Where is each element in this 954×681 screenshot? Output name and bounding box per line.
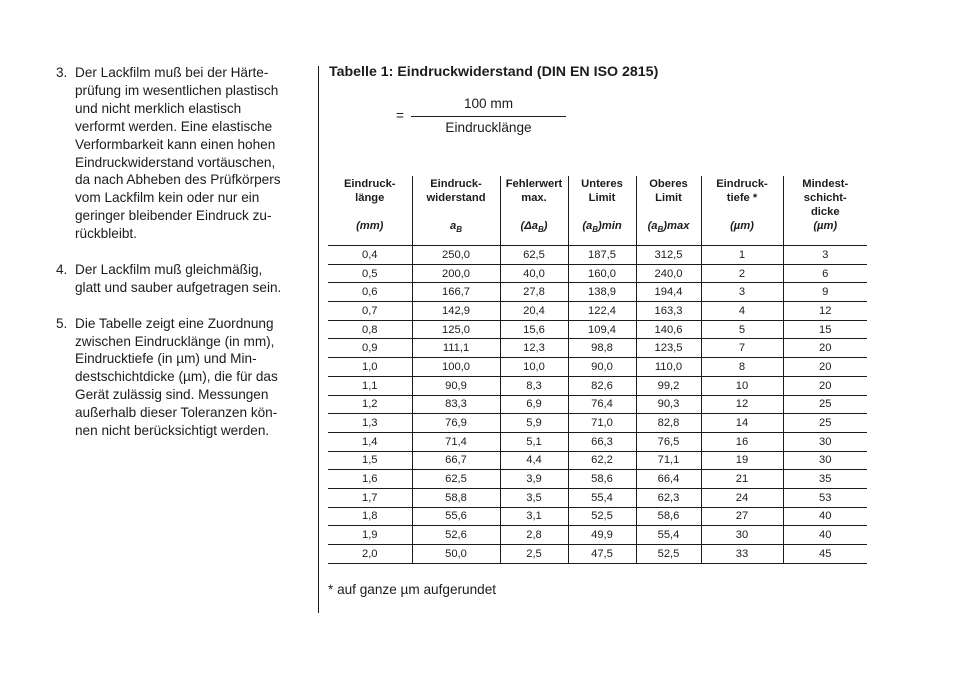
table-cell: 20 bbox=[783, 358, 867, 377]
table-row bbox=[328, 320, 867, 339]
table-cell: 30 bbox=[783, 451, 867, 470]
table-cell: 8 bbox=[701, 358, 783, 377]
table-cell: 25 bbox=[783, 395, 867, 414]
table-cell: 5,1 bbox=[500, 432, 568, 451]
table-cell: 0,5 bbox=[328, 264, 412, 283]
unit-subscript: B bbox=[592, 225, 599, 235]
table-cell: 140,6 bbox=[636, 320, 701, 339]
unit-post: ) bbox=[543, 220, 548, 232]
text-line: zwischen Eindrucklänge (in mm), bbox=[75, 333, 275, 349]
table-cell: 12,3 bbox=[500, 339, 568, 358]
text-line: verformt werden. Eine elastische bbox=[75, 118, 273, 134]
table-cell: 66,3 bbox=[568, 432, 636, 451]
text-line: geringer bleibender Eindruck zu- bbox=[75, 208, 272, 224]
table-cell: 2,5 bbox=[500, 545, 568, 564]
table-cell: 58,8 bbox=[412, 488, 500, 507]
formula-numerator: 100 mm bbox=[463, 96, 514, 111]
text-line: und nicht merklich elastisch bbox=[75, 100, 242, 116]
table-cell: 2,0 bbox=[328, 545, 412, 564]
table-cell: 58,6 bbox=[568, 470, 636, 489]
header-line: Mindest- bbox=[802, 178, 849, 190]
header-unit bbox=[503, 219, 566, 237]
table-cell: 71,0 bbox=[568, 414, 636, 433]
table-cell: 27 bbox=[701, 507, 783, 526]
table-cell: 90,3 bbox=[636, 395, 701, 414]
header-line: Fehlerwert bbox=[505, 178, 563, 190]
text-line: Verformbarkeit kann einen hohen bbox=[75, 136, 276, 152]
column-header bbox=[636, 176, 701, 246]
table-cell: 55,4 bbox=[568, 488, 636, 507]
column-header bbox=[328, 176, 412, 246]
table-cell: 1,0 bbox=[328, 358, 412, 377]
table-cell: 15,6 bbox=[500, 320, 568, 339]
table-row bbox=[328, 246, 867, 265]
table-cell: 6,9 bbox=[500, 395, 568, 414]
table-cell: 3 bbox=[783, 246, 867, 265]
table-title: Tabelle 1: Eindruckwiderstand (DIN EN ISO 2815) bbox=[329, 64, 659, 80]
text-line: Der Lackfilm muß gleichmäßig, bbox=[75, 261, 263, 277]
header-line: schicht- bbox=[803, 192, 847, 204]
table-cell: 1,9 bbox=[328, 526, 412, 545]
table-cell: 200,0 bbox=[412, 264, 500, 283]
table-cell: 12 bbox=[783, 302, 867, 321]
table-cell: 1 bbox=[701, 246, 783, 265]
header-line: max. bbox=[521, 192, 547, 204]
unit-pre: (a bbox=[647, 220, 658, 232]
header-line: widerstand bbox=[426, 192, 486, 204]
header-unit bbox=[415, 219, 498, 237]
table-cell: 20 bbox=[783, 339, 867, 358]
column-header bbox=[783, 176, 867, 246]
table-cell: 111,1 bbox=[412, 339, 500, 358]
table-row bbox=[328, 264, 867, 283]
table-cell: 24 bbox=[701, 488, 783, 507]
item-text bbox=[75, 261, 308, 297]
table-cell: 20,4 bbox=[500, 302, 568, 321]
table-cell: 122,4 bbox=[568, 302, 636, 321]
header-line: Oberes bbox=[649, 178, 688, 190]
text-line: außerhalb dieser Toleranzen kön- bbox=[75, 405, 278, 421]
column-divider bbox=[318, 66, 319, 613]
table-row bbox=[328, 470, 867, 489]
table-row bbox=[328, 414, 867, 433]
footnote: * auf ganze µm aufgerundet bbox=[328, 582, 497, 597]
table-cell: 62,5 bbox=[500, 246, 568, 265]
table-cell: 10,0 bbox=[500, 358, 568, 377]
table-cell: 0,6 bbox=[328, 283, 412, 302]
table-cell: 6 bbox=[783, 264, 867, 283]
table-cell: 1,7 bbox=[328, 488, 412, 507]
indentation-table bbox=[328, 176, 867, 564]
column-header bbox=[500, 176, 568, 246]
table-row bbox=[328, 339, 867, 358]
column-header bbox=[412, 176, 500, 246]
table-cell: 166,7 bbox=[412, 283, 500, 302]
list-item bbox=[56, 315, 308, 440]
table-cell: 76,9 bbox=[412, 414, 500, 433]
column-header bbox=[568, 176, 636, 246]
instruction-list bbox=[56, 64, 308, 458]
table-cell: 5 bbox=[701, 320, 783, 339]
item-number: 5. bbox=[56, 315, 68, 331]
unit-subscript: B bbox=[657, 225, 664, 235]
table-row bbox=[328, 488, 867, 507]
header-line: länge bbox=[355, 192, 385, 204]
table-cell: 3 bbox=[701, 283, 783, 302]
table-row bbox=[328, 545, 867, 564]
table-cell: 83,3 bbox=[412, 395, 500, 414]
table-cell: 62,5 bbox=[412, 470, 500, 489]
table-cell: 250,0 bbox=[412, 246, 500, 265]
table-cell: 14 bbox=[701, 414, 783, 433]
table-cell: 82,6 bbox=[568, 376, 636, 395]
text-line: Gerät zulässig sind. Messungen bbox=[75, 387, 269, 403]
table-cell: 110,0 bbox=[636, 358, 701, 377]
table-row bbox=[328, 507, 867, 526]
text-line: vom Lackfilm kein oder nur ein bbox=[75, 190, 260, 206]
table-cell: 100,0 bbox=[412, 358, 500, 377]
list-item bbox=[56, 64, 308, 243]
table-cell: 19 bbox=[701, 451, 783, 470]
header-line: tiefe * bbox=[726, 192, 758, 204]
text-line: Der Lackfilm muß bei der Härte- bbox=[75, 65, 269, 80]
table-cell: 82,8 bbox=[636, 414, 701, 433]
header-line: Limit bbox=[588, 192, 616, 204]
table-cell: 160,0 bbox=[568, 264, 636, 283]
text-line: rückbleibt. bbox=[75, 226, 137, 242]
item-text bbox=[75, 64, 308, 243]
table-row bbox=[328, 395, 867, 414]
table-cell: 4 bbox=[701, 302, 783, 321]
table-cell: 240,0 bbox=[636, 264, 701, 283]
table-cell: 1,1 bbox=[328, 376, 412, 395]
text-line: destschichtdicke (µm), die für das bbox=[75, 369, 278, 385]
fraction-bar bbox=[411, 116, 566, 117]
table-cell: 0,9 bbox=[328, 339, 412, 358]
table-cell: 62,3 bbox=[636, 488, 701, 507]
header-line: dicke bbox=[810, 206, 840, 218]
formula-equals: = bbox=[396, 108, 404, 123]
table-body bbox=[328, 246, 867, 564]
unit-pre: (Δa bbox=[520, 220, 538, 232]
table-cell: 98,8 bbox=[568, 339, 636, 358]
item-number: 4. bbox=[56, 261, 68, 277]
table-row bbox=[328, 283, 867, 302]
table-cell: 40,0 bbox=[500, 264, 568, 283]
table-cell: 71,4 bbox=[412, 432, 500, 451]
header-row bbox=[328, 176, 867, 246]
table-cell: 55,6 bbox=[412, 507, 500, 526]
table-cell: 1,6 bbox=[328, 470, 412, 489]
item-number: 3. bbox=[56, 65, 68, 80]
table-cell: 3,9 bbox=[500, 470, 568, 489]
table-cell: 1,5 bbox=[328, 451, 412, 470]
table-cell: 90,9 bbox=[412, 376, 500, 395]
table-cell: 66,7 bbox=[412, 451, 500, 470]
table-cell: 47,5 bbox=[568, 545, 636, 564]
table-cell: 30 bbox=[783, 432, 867, 451]
table-cell: 15 bbox=[783, 320, 867, 339]
table-cell: 2 bbox=[701, 264, 783, 283]
text-line: da nach Abheben des Prüfkörpers bbox=[75, 172, 281, 188]
table-cell: 125,0 bbox=[412, 320, 500, 339]
table-cell: 2,8 bbox=[500, 526, 568, 545]
table-cell: 123,5 bbox=[636, 339, 701, 358]
table-cell: 187,5 bbox=[568, 246, 636, 265]
table-cell: 90,0 bbox=[568, 358, 636, 377]
table-row bbox=[328, 526, 867, 545]
header-unit bbox=[571, 219, 634, 237]
table-cell: 10 bbox=[701, 376, 783, 395]
unit-subscript: B bbox=[456, 225, 462, 235]
table-cell: 52,5 bbox=[636, 545, 701, 564]
unit-post: )max bbox=[663, 220, 690, 232]
table-cell: 138,9 bbox=[568, 283, 636, 302]
unit-subscript: B bbox=[537, 225, 544, 235]
table-cell: 52,5 bbox=[568, 507, 636, 526]
table-cell: 1,3 bbox=[328, 414, 412, 433]
table-cell: 7 bbox=[701, 339, 783, 358]
table-cell: 312,5 bbox=[636, 246, 701, 265]
table-cell: 109,4 bbox=[568, 320, 636, 339]
header-unit: (µm) bbox=[813, 220, 838, 232]
header-line: Unteres bbox=[581, 178, 623, 190]
text-line: Eindruckwiderstand vortäuschen, bbox=[75, 154, 276, 170]
table-cell: 40 bbox=[783, 507, 867, 526]
header-line: Eindruck- bbox=[716, 178, 768, 190]
text-line: nen nicht berücksichtigt werden. bbox=[75, 423, 270, 439]
table-cell: 0,7 bbox=[328, 302, 412, 321]
table-cell: 0,8 bbox=[328, 320, 412, 339]
table-cell: 40 bbox=[783, 526, 867, 545]
table-cell: 71,1 bbox=[636, 451, 701, 470]
header-unit: (mm) bbox=[356, 220, 384, 232]
table-cell: 12 bbox=[701, 395, 783, 414]
item-text bbox=[75, 315, 308, 440]
unit-main: a bbox=[449, 220, 457, 232]
table-cell: 62,2 bbox=[568, 451, 636, 470]
table-cell: 16 bbox=[701, 432, 783, 451]
table-cell: 20 bbox=[783, 376, 867, 395]
table-cell: 76,4 bbox=[568, 395, 636, 414]
table-cell: 53 bbox=[783, 488, 867, 507]
table-cell: 1,8 bbox=[328, 507, 412, 526]
table-cell: 55,4 bbox=[636, 526, 701, 545]
unit-pre: (a bbox=[582, 220, 593, 232]
table-cell: 76,5 bbox=[636, 432, 701, 451]
table-row bbox=[328, 302, 867, 321]
table-cell: 99,2 bbox=[636, 376, 701, 395]
table-cell: 194,4 bbox=[636, 283, 701, 302]
table-cell: 21 bbox=[701, 470, 783, 489]
table-cell: 45 bbox=[783, 545, 867, 564]
header-unit bbox=[639, 219, 699, 237]
table-row bbox=[328, 376, 867, 395]
column-header bbox=[701, 176, 783, 246]
header-line: Limit bbox=[655, 192, 682, 204]
table-cell: 27,8 bbox=[500, 283, 568, 302]
header-unit: (µm) bbox=[730, 220, 754, 232]
table-cell: 52,6 bbox=[412, 526, 500, 545]
table-cell: 163,3 bbox=[636, 302, 701, 321]
table-cell: 58,6 bbox=[636, 507, 701, 526]
header-line: Eindruck- bbox=[430, 178, 482, 190]
table-row bbox=[328, 358, 867, 377]
text-line: Die Tabelle zeigt eine Zuordnung bbox=[75, 315, 274, 331]
header-line: Eindruck- bbox=[343, 178, 396, 190]
table-cell: 30 bbox=[701, 526, 783, 545]
table-cell: 25 bbox=[783, 414, 867, 433]
text-line: Eindrucktiefe (in µm) und Min- bbox=[75, 351, 257, 367]
text-line: prüfung im wesentlichen plastisch bbox=[75, 82, 279, 98]
table-cell: 50,0 bbox=[412, 545, 500, 564]
table-cell: 3,1 bbox=[500, 507, 568, 526]
table-cell: 4,4 bbox=[500, 451, 568, 470]
table-cell: 142,9 bbox=[412, 302, 500, 321]
unit-post: )min bbox=[598, 220, 622, 232]
table-cell: 0,4 bbox=[328, 246, 412, 265]
table-cell: 66,4 bbox=[636, 470, 701, 489]
table-cell: 8,3 bbox=[500, 376, 568, 395]
list-item bbox=[56, 261, 308, 297]
table-cell: 5,9 bbox=[500, 414, 568, 433]
table-cell: 49,9 bbox=[568, 526, 636, 545]
table-row bbox=[328, 451, 867, 470]
table-cell: 3,5 bbox=[500, 488, 568, 507]
table-row bbox=[328, 432, 867, 451]
table-cell: 9 bbox=[783, 283, 867, 302]
formula-denominator: Eindrucklänge bbox=[445, 120, 532, 135]
table-cell: 35 bbox=[783, 470, 867, 489]
text-line: glatt und sauber aufgetragen sein. bbox=[75, 279, 282, 295]
table-cell: 33 bbox=[701, 545, 783, 564]
table-cell: 1,4 bbox=[328, 432, 412, 451]
table-cell: 1,2 bbox=[328, 395, 412, 414]
